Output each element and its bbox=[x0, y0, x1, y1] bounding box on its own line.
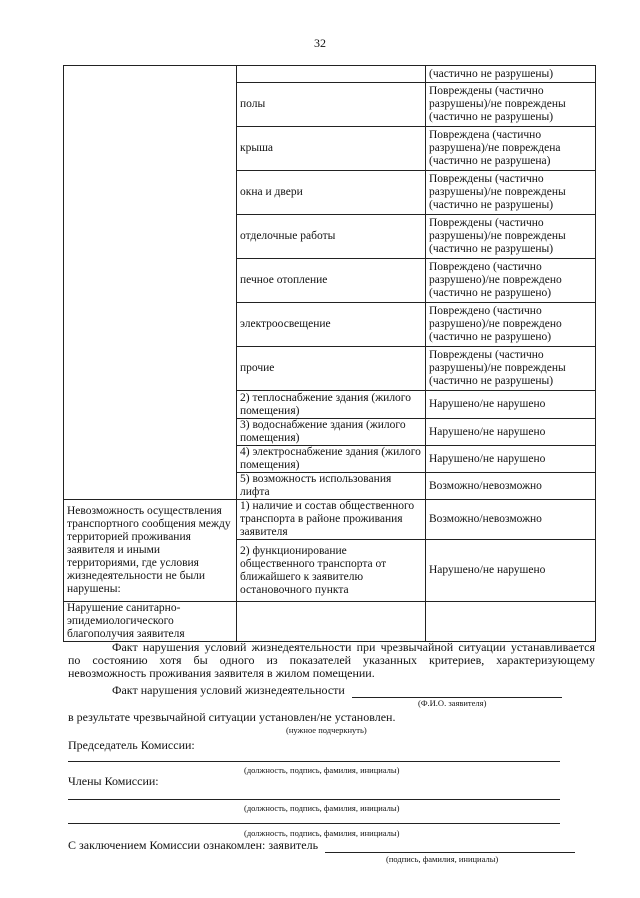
underline-caption: (нужное подчеркнуть) bbox=[286, 725, 367, 735]
table-row bbox=[64, 500, 596, 540]
indicator-cell: отделочные работы bbox=[237, 215, 426, 259]
indicator-cell: окна и двери bbox=[237, 171, 426, 215]
indicator-cell bbox=[237, 602, 426, 642]
indicator-cell: 5) возможность использования лифта bbox=[237, 473, 426, 500]
status-cell: Повреждены (частично разрушены)/не повреждены (частично не разрушены) bbox=[426, 215, 596, 259]
fact-line bbox=[112, 684, 595, 698]
indicator-cell: прочие bbox=[237, 347, 426, 391]
indicator-cell: 2) теплоснабжение здания (жилого помещения) bbox=[237, 391, 426, 419]
status-cell: Повреждено (частично разрушено)/не повреждено (частично не разрушено) bbox=[426, 259, 596, 303]
status-cell: Нарушено/не нарушено bbox=[426, 540, 596, 602]
status-cell: (частично не разрушены) bbox=[426, 66, 596, 83]
fact-label: Факт нарушения условий жизнедеятельности bbox=[112, 683, 345, 697]
table-row bbox=[64, 66, 596, 83]
result-line: в результате чрезвычайной ситуации установлен/не установлен. bbox=[68, 710, 396, 724]
status-cell: Возможно/невозможно bbox=[426, 473, 596, 500]
indicator-cell bbox=[237, 66, 426, 83]
status-cell: Нарушено/не нарушено bbox=[426, 419, 596, 446]
fio-caption: (Ф.И.О. заявителя) bbox=[418, 698, 487, 708]
status-cell: Нарушено/не нарушено bbox=[426, 391, 596, 419]
chair-caption: (должность, подпись, фамилия, инициалы) bbox=[244, 765, 400, 775]
acquainted-line bbox=[68, 839, 595, 853]
status-cell: Нарушено/не нарушено bbox=[426, 446, 596, 473]
fact-blank bbox=[352, 684, 562, 698]
status-cell: Повреждено (частично разрушено)/не повреждено (частично не разрушено) bbox=[426, 303, 596, 347]
member-2-caption: (должность, подпись, фамилия, инициалы) bbox=[244, 828, 400, 838]
transport-criterion-cell: Невозможность осуществления транспортного сообщения между территорией проживания заявителя и иными территориями, где условия жизнедеятельности не были нарушены: bbox=[64, 500, 237, 602]
indicator-cell: 2) функционирование общественного транспорта от ближайшего к заявителю остановочного пункта bbox=[237, 540, 426, 602]
member-2-blank bbox=[68, 813, 560, 824]
member-1-blank bbox=[68, 789, 560, 800]
status-cell: Возможно/невозможно bbox=[426, 500, 596, 540]
member-1-caption: (должность, подпись, фамилия, инициалы) bbox=[244, 803, 400, 813]
status-cell: Повреждена (частично разрушена)/не повреждена (частично не разрушена) bbox=[426, 127, 596, 171]
applicant-caption: (подпись, фамилия, инициалы) bbox=[386, 854, 499, 864]
indicator-cell: печное отопление bbox=[237, 259, 426, 303]
status-cell: Повреждены (частично разрушены)/не повреждены (частично не разрушены) bbox=[426, 347, 596, 391]
conclusion-section bbox=[68, 640, 595, 864]
members-label: Члены Комиссии: bbox=[68, 774, 159, 788]
indicator-cell: 1) наличие и состав общественного транспорта в районе проживания заявителя bbox=[237, 500, 426, 540]
applicant-blank bbox=[325, 839, 575, 853]
chair-blank bbox=[68, 750, 560, 762]
page-number: 32 bbox=[314, 36, 326, 50]
indicator-cell: 4) электроснабжение здания (жилого помещения) bbox=[237, 446, 426, 473]
criteria-table bbox=[63, 65, 596, 642]
indicator-cell: крыша bbox=[237, 127, 426, 171]
indicator-cell: полы bbox=[237, 83, 426, 127]
conclusion-paragraph: Факт нарушения условий жизнедеятельности при чрезвычайной ситуации устанавливается по состоянию хотя бы одного из показателей указанных критериев, характеризующему невозможность проживания заявителя в жилом помещении. bbox=[68, 640, 595, 680]
indicator-cell: электроосвещение bbox=[237, 303, 426, 347]
status-cell: Повреждены (частично разрушены)/не повреждены (частично не разрушены) bbox=[426, 171, 596, 215]
table-row bbox=[64, 602, 596, 642]
chair-label: Председатель Комиссии: bbox=[68, 738, 195, 752]
sanitary-criterion-cell: Нарушение санитарно-эпидемиологического благополучия заявителя bbox=[64, 602, 237, 642]
acquainted-label: С заключением Комиссии ознакомлен: заявитель bbox=[68, 838, 319, 852]
status-cell: Повреждены (частично разрушены)/не повреждены (частично не разрушены) bbox=[426, 83, 596, 127]
empty-criteria-cell bbox=[64, 66, 237, 500]
indicator-cell: 3) водоснабжение здания (жилого помещения) bbox=[237, 419, 426, 446]
status-cell bbox=[426, 602, 596, 642]
